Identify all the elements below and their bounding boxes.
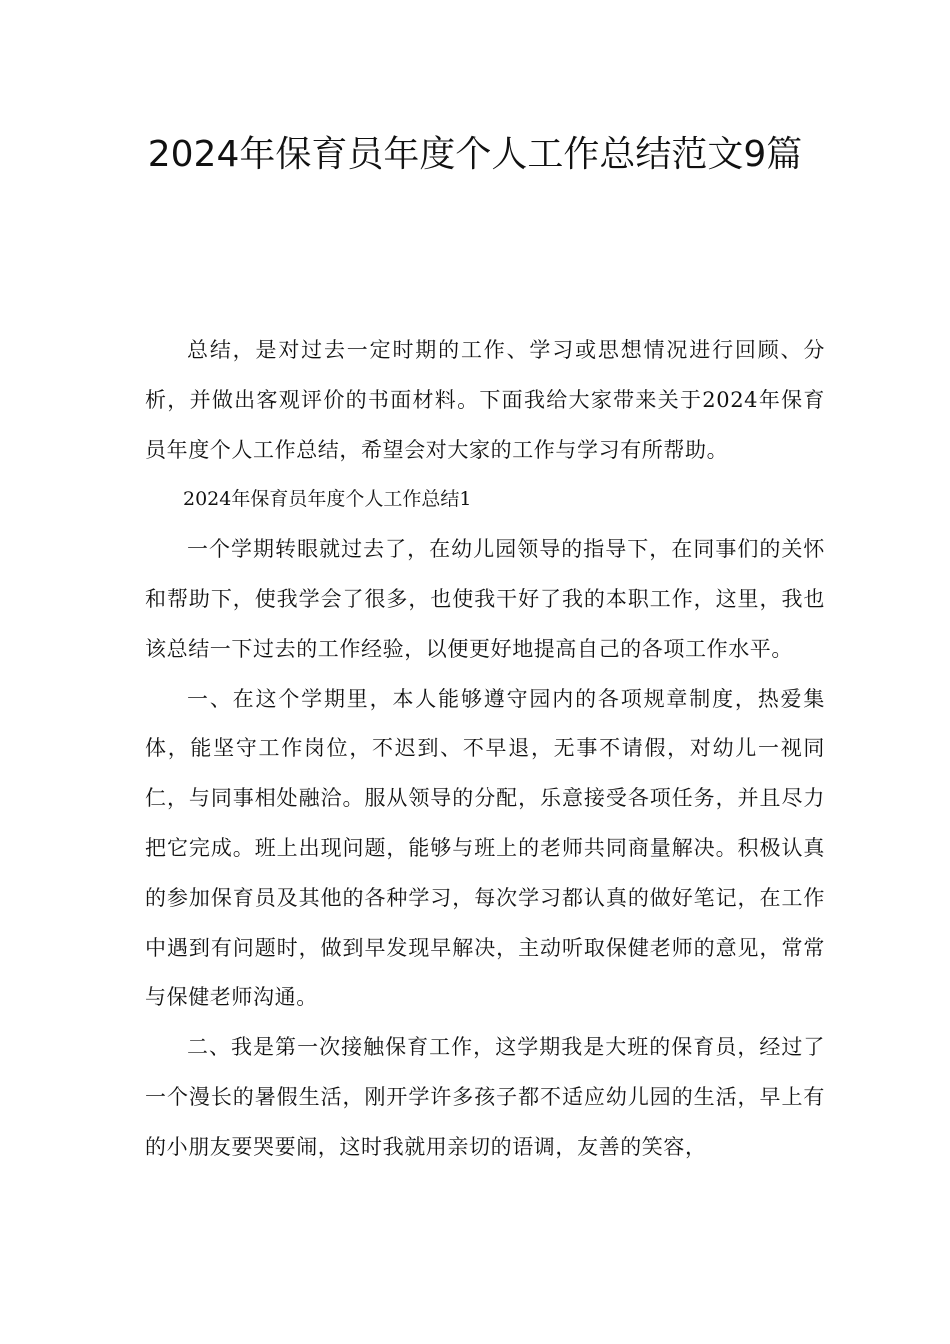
document-body: [145, 326, 825, 1173]
body-paragraph: 二、我是第一次接触保育工作，这学期我是大班的保育员，经过了一个漫长的暑假生活，刚开学许多孩子都不适应幼儿园的生活，早上有的小朋友要哭要闹，这时我就用亲切的语调，友善的笑容，: [145, 1035, 825, 1159]
intro-paragraph: 总结，是对过去一定时期的工作、学习或思想情况进行回顾、分析，并做出客观评价的书面材料。下面我给大家带来关于2024年保育员年度个人工作总结，希望会对大家的工作与学习有所帮助。: [145, 338, 825, 462]
body-paragraph: 一、在这个学期里，本人能够遵守园内的各项规章制度，热爱集体，能坚守工作岗位，不迟到、不早退，无事不请假，对幼儿一视同仁，与同事相处融洽。服从领导的分配，乐意接受各项任务，并且尽力把它完成。班上出现问题，能够与班上的老师共同商量解决。积极认真的参加保育员及其他的各种学习，每次学习都认真的做好笔记，在工作中遇到有问题时，做到早发现早解决，主动听取保健老师的意见，常常与保健老师沟通。: [145, 686, 825, 1010]
section-heading: 2024年保育员年度个人工作总结1: [183, 488, 472, 511]
document-title: 2024年保育员年度个人工作总结范文9篇: [147, 134, 803, 175]
body-paragraph: 一个学期转眼就过去了，在幼儿园领导的指导下，在同事们的关怀和帮助下，使我学会了很多，也使我干好了我的本职工作，这里，我也该总结一下过去的工作经验，以便更好地提高自己的各项工作水平。: [145, 537, 825, 661]
